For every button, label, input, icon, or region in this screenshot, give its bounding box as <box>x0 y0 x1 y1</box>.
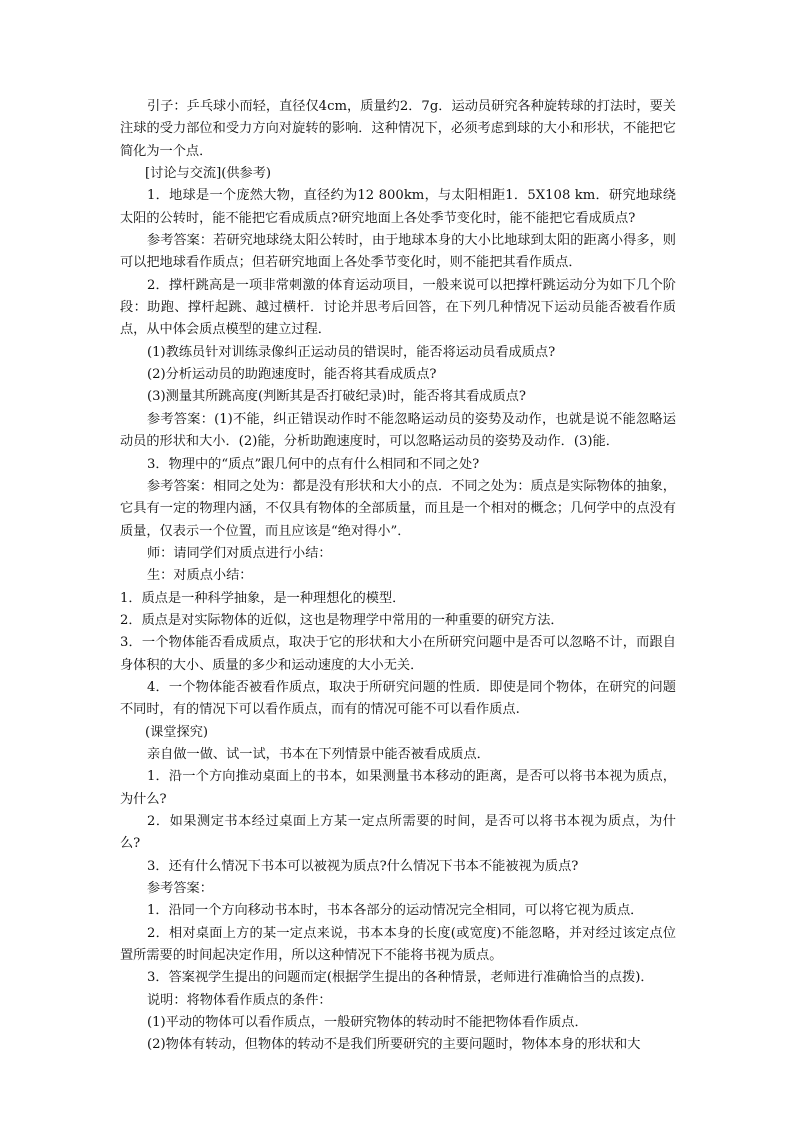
question-2: 2．撑杆跳高是一项非常刺激的体育运动项目，一般来说可以把撑杆跳运动分为如下几个阶段：助跑、撑杆起跳、越过横杆．讨论并思考后回答，在下列几种情况下运动员能否被看作质点，从中体会质点模型的建立过程． <box>120 277 676 338</box>
note-condition-2: (2)物体有转动，但物体的转动不是我们所要研究的主要问题时，物体本身的形状和大 <box>147 1037 641 1053</box>
question-3: 3．物理中的“质点”跟几何中的点有什么相同和不同之处? <box>147 456 480 472</box>
summary-item-2: 2．质点是对实际物体的近似，这也是物理学中常用的一种重要的研究方法． <box>120 612 564 628</box>
answer-1: 参考答案：若研究地球绕太阳公转时，由于地球本身的大小比地球到太阳的距离小得多，则可以把地球看作质点；但若研究地面上各处季节变化时，则不能把其看作质点． <box>120 233 676 271</box>
section-heading-discussion: [讨论与交流](供参考) <box>145 166 272 182</box>
inquiry-question-2: 2．如果测定书本经过桌面上方某一定点所需要的时间，是否可以将书本视为质点，为什么? <box>120 814 676 852</box>
question-1: 1．地球是一个庞然大物，直径约为12 800km，与太阳相距1．5X108 km．研究地球绕太阳的公转时，能不能把它看成质点?研究地面上各处季节变化时，能不能把它看成质点? <box>120 188 676 226</box>
answer-2: 参考答案：(1)不能，纠正错误动作时不能忽略运动员的姿势及动作，也就是说不能忽略运动员的形状和大小．(2)能，分析助跑速度时，可以忽略运动员的姿势及动作．(3)能． <box>120 411 676 450</box>
note-heading: 说明：将物体看作质点的条件： <box>147 992 332 1008</box>
inquiry-answer-3: 3．答案视学生提出的问题而定(根据学生提出的各种情景，老师进行准确恰当的点拨)． <box>147 970 654 986</box>
teacher-line: 师：请同学们对质点进行小结： <box>147 545 332 561</box>
question-2-item-2: (2)分析运动员的助跑速度时，能否将其看成质点? <box>147 367 437 383</box>
note-condition-1: (1)平动的物体可以看作质点，一般研究物体的转动时不能把物体看作质点． <box>147 1015 588 1031</box>
question-2-item-1: (1)教练员针对训练录像纠正运动员的错误时，能否将运动员看成质点? <box>147 344 556 360</box>
section-heading-inquiry: (课堂探究) <box>145 724 209 740</box>
intro-paragraph: 引子：乒乓球小而轻，直径仅4cm，质量约2．7g．运动员研究各种旋转球的打法时，要关注球的受力部位和受力方向对旋转的影响．这种情况下，必须考虑到球的大小和形状，不能把它简化为一个点． <box>120 99 676 159</box>
inquiry-question-1: 1．沿一个方向推动桌面上的书本，如果测量书本移动的距离，是否可以将书本视为质点，为什么? <box>120 769 676 807</box>
summary-item-3: 3．一个物体能否看成质点，取决于它的形状和大小在所研究问题中是否可以忽略不计，而跟自身体积的大小、质量的多少和运动速度的大小无关． <box>120 635 676 673</box>
inquiry-answer-heading: 参考答案： <box>147 881 213 897</box>
question-2-item-3: (3)测量其所跳高度(判断其是否打破纪录)时，能否将其看成质点? <box>147 389 526 405</box>
document-body <box>120 96 676 1057</box>
student-line: 生：对质点小结： <box>147 568 253 584</box>
inquiry-answer-1: 1．沿同一个方向移动书本时，书本各部分的运动情况完全相同，可以将它视为质点． <box>147 903 644 919</box>
inquiry-intro: 亲自做一做、试一试，书本在下列情景中能否被看成质点． <box>147 746 490 762</box>
answer-3: 参考答案：相同之处为：都是没有形状和大小的点．不同之处为：质点是实际物体的抽象，它具有一定的物理内涵，不仅具有物体的全部质量，而且是一个相对的概念；几何学中的点没有质量，仅表示一个位置，而且应该是“绝对得小”． <box>120 478 676 539</box>
inquiry-answer-2: 2．相对桌面上方的某一定点来说，书本本身的长度(或宽度)不能忽略，并对经过该定点位置所需要的时间起决定作用，所以这种情况下不能将书视为质点。 <box>120 925 676 964</box>
summary-item-4: 4．一个物体能否被看作质点，取决于所研究问题的性质．即使是同个物体，在研究的问题不同时，有的情况下可以看作质点，而有的情况可能不可以看作质点. <box>120 679 676 718</box>
inquiry-question-3: 3．还有什么情况下书本可以被视为质点?什么情况下书本不能被视为质点? <box>147 858 579 874</box>
summary-item-1: 1．质点是一种科学抽象，是一种理想化的模型． <box>120 590 406 606</box>
